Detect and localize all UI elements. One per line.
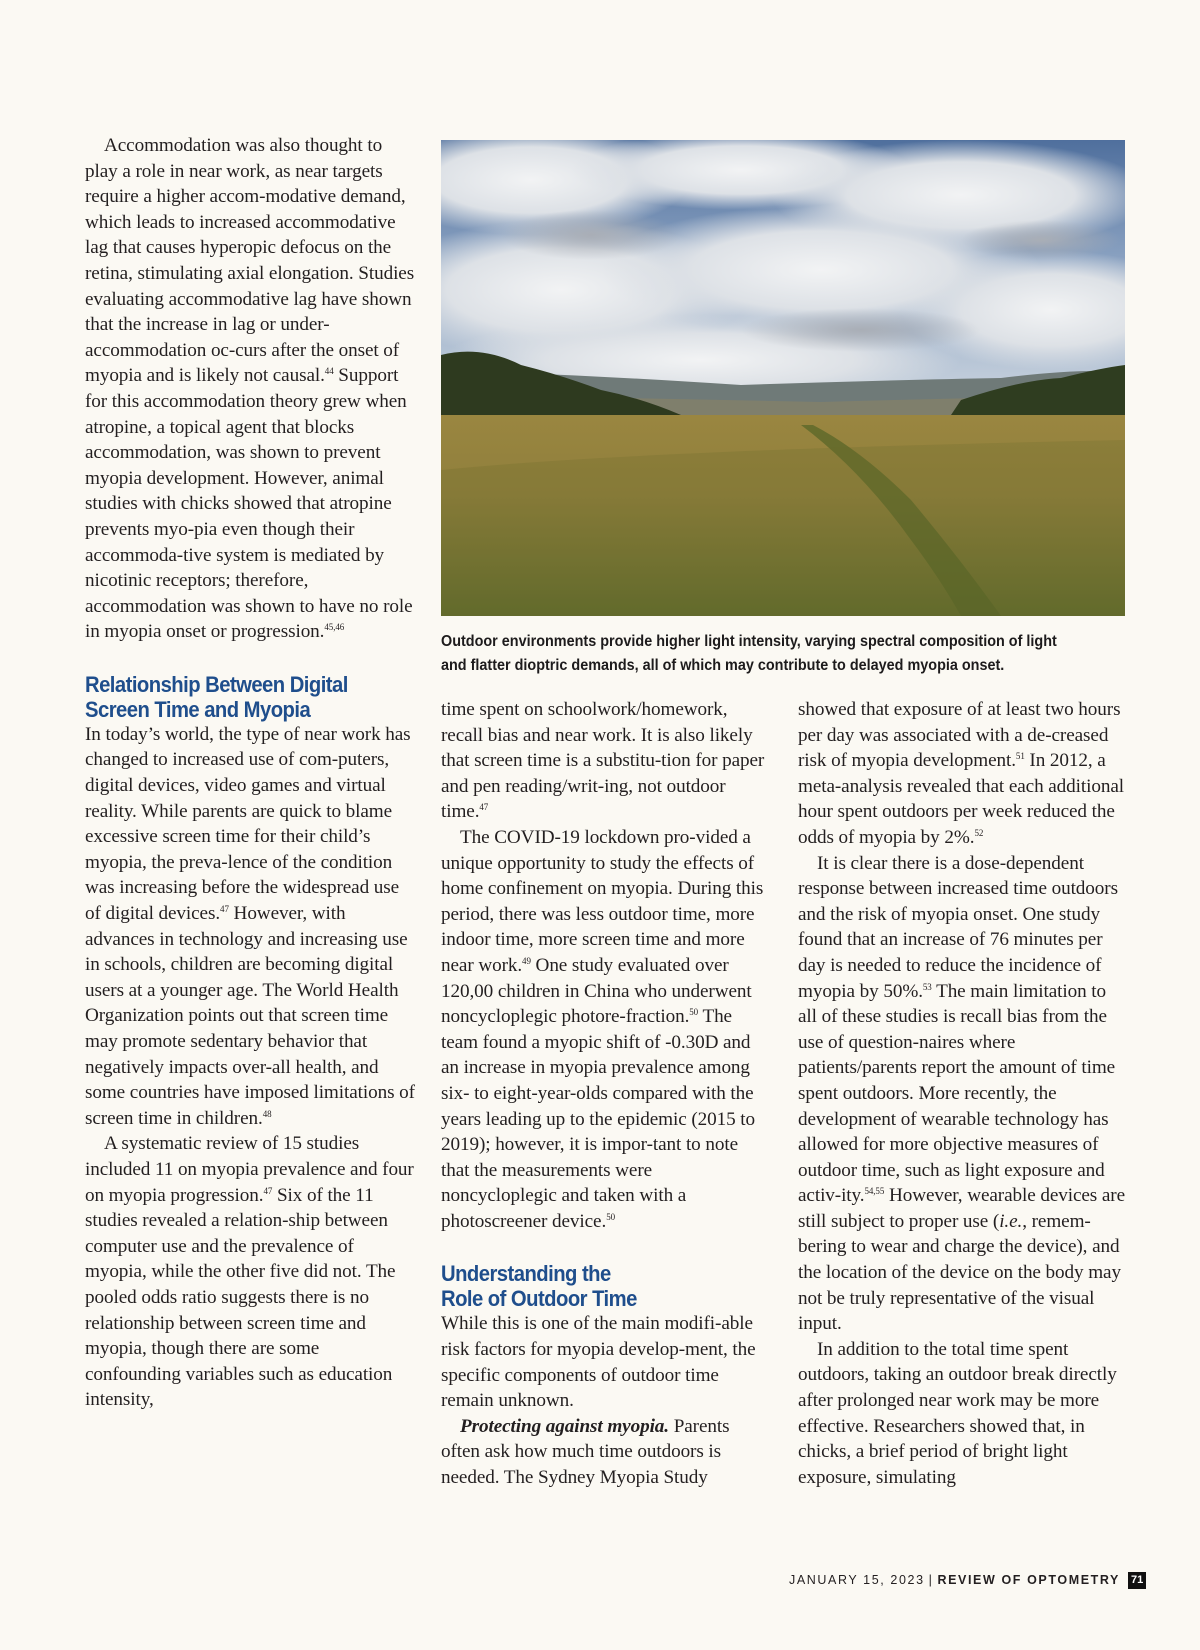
landscape-photo <box>441 140 1125 616</box>
text-run: However, wearable devices are still subject to proper use ( <box>798 1185 1125 1232</box>
text-run: In 2012, a meta-analysis revealed that each additional hour spent outdoors per week reduced the odds of myopia by 2%. <box>798 750 1125 848</box>
text-column-left <box>85 133 415 1413</box>
section-heading-line: Relationship Between Digital <box>85 671 348 697</box>
italic-text: i.e. <box>999 1210 1023 1232</box>
text-run: , remem-bering to wear and charge the device), and the location of the device on the body may not be truly representative of the visual input. <box>798 1210 1121 1335</box>
text-run: showed that exposure of at least two hours per day was associated with a de-creased risk of myopia development. <box>798 699 1121 772</box>
page-footer <box>789 1571 1146 1589</box>
section-heading <box>85 672 382 722</box>
body-paragraph <box>798 697 1128 851</box>
photo-illustration <box>441 140 1125 616</box>
text-run: Parents often ask how much time outdoors is needed. The Sydney Myopia Study <box>441 1415 730 1489</box>
citation-ref: 48 <box>262 1108 272 1119</box>
text-run: Support for this accommodation theory grew when atropine, a topical agent that blocks accommodation, was shown to prevent myopia development. However, animal studies with chicks showed that atropine prevents myo-pia even though their accommoda-tive system is mediated by nicotinic receptors; therefore, accommodation was shown to have no role in myopia onset or progression. <box>85 365 413 643</box>
citation-ref: 47 <box>479 802 489 813</box>
citation-ref: 51 <box>1015 751 1025 762</box>
citation-ref: 49 <box>522 955 531 966</box>
citation-ref: 45,46 <box>324 622 345 633</box>
run-in-heading: Protecting against myopia. <box>460 1415 669 1437</box>
citation-ref: 47 <box>263 1185 273 1196</box>
body-paragraph <box>441 825 771 1235</box>
body-paragraph <box>441 697 771 825</box>
citation-ref: 50 <box>606 1211 615 1222</box>
text-run: Six of the 11 studies revealed a relation-ship between computer use and the prevalence of myopia, while the other five did not. The pooled odds ratio suggests there is no relationship between screen time and myopia, though there are some confounding variables such as education intensity, <box>85 1184 396 1411</box>
text-run: time spent on schoolwork/homework, recall bias and near work. It is also likely that screen time is a substitu-tion for paper and pen reading/writ-ing, not outdoor time. <box>441 699 765 823</box>
body-paragraph <box>798 1337 1128 1491</box>
text-run: One study evaluated over 120,00 children in China who underwent noncycloplegic photore-fraction. <box>441 954 752 1028</box>
body-paragraph <box>85 1131 415 1413</box>
citation-ref: 44 <box>324 366 334 377</box>
text-run: In today’s world, the type of near work has changed to increased use of com-puters, digital devices, video games and virtual reality. While parents are quick to blame excessive screen time for their child’s myopia, the preva-lence of the condition was increasing before the widespread use of digital devices. <box>85 723 411 925</box>
text-column-right <box>798 697 1128 1490</box>
issue-date: JANUARY 15, 2023 <box>789 1573 925 1587</box>
body-paragraph <box>85 722 415 1132</box>
body-paragraph <box>441 1414 771 1491</box>
photo-caption: Outdoor environments provide higher light intensity, varying spectral composition of light and flatter dioptric demands, all of which may contribute to delayed myopia onset. <box>441 633 1057 674</box>
section-heading-line: Understanding the <box>441 1261 611 1287</box>
citation-ref: 52 <box>974 827 984 838</box>
section-heading-line: Screen Time and Myopia <box>85 696 311 722</box>
page-number: 71 <box>1128 1572 1146 1589</box>
body-paragraph <box>798 851 1128 1337</box>
body-paragraph <box>441 1311 771 1413</box>
text-run: Accommodation was also thought to play a role in near work, as near targets require a higher accom-modative demand, which leads to increased accommodative lag that causes hyperopic defocus on the retina, stimulating axial elongation. Studies evaluating accommodative lag have shown that the increase in lag or under-accommodation oc-curs after the onset of myopia and is likely not causal. <box>85 135 415 387</box>
publication-name: REVIEW OF OPTOMETRY <box>937 1573 1120 1587</box>
citation-ref: 47 <box>220 904 229 915</box>
text-run: A systematic review of 15 studies included 11 on myopia prevalence and four on myopia progression. <box>85 1133 414 1206</box>
text-run: However, with advances in technology and increasing use in schools, children are becoming digital users at a younger age. The World Health Organization points out that screen time may promote sedentary behavior that negatively impacts over-all health, and some countries have imposed limitations of screen time in children. <box>85 903 415 1129</box>
text-run: The main limitation to all of these studies is recall bias from the use of question-naires where patients/parents report the amount of time spent outdoors. More recently, the development of wearable technology has allowed for more objective measures of outdoor time, such as light exposure and activ-ity. <box>798 980 1116 1207</box>
section-heading <box>441 1261 738 1311</box>
footer-separator: | <box>928 1573 934 1587</box>
body-paragraph <box>85 133 415 645</box>
text-run: It is clear there is a dose-dependent response between increased time outdoors and the risk of myopia onset. One study found that an increase of 76 minutes per day is needed to reduce the incidence of myopia by 50%. <box>798 852 1118 1002</box>
citation-ref: 53 <box>922 981 932 992</box>
text-column-middle <box>441 697 771 1491</box>
section-heading-line: Role of Outdoor Time <box>441 1286 637 1312</box>
text-run: The COVID-19 lockdown pro-vided a unique opportunity to study the effects of home confinement on myopia. During this period, there was less outdoor time, more indoor time, more screen time and more near work. <box>441 826 764 976</box>
text-run: While this is one of the main modifi-able risk factors for myopia develop-ment, the specific components of outdoor time remain unknown. <box>441 1313 756 1412</box>
text-run: The team found a myopic shift of -0.30D and an increase in myopia prevalence among six- to eight-year-olds compared with the years leading up to the epidemic (2015 to 2019); however, it is impor-tant to note that the measurements were noncycloplegic and taken with a photoscreener device. <box>441 1006 756 1232</box>
citation-ref: 50 <box>689 1007 699 1018</box>
citation-ref: 54,55 <box>864 1186 885 1197</box>
text-run: In addition to the total time spent outdoors, taking an outdoor break directly after prolonged near work may be more effective. Researchers showed that, in chicks, a brief period of bright light exposure, simulating <box>798 1338 1117 1488</box>
